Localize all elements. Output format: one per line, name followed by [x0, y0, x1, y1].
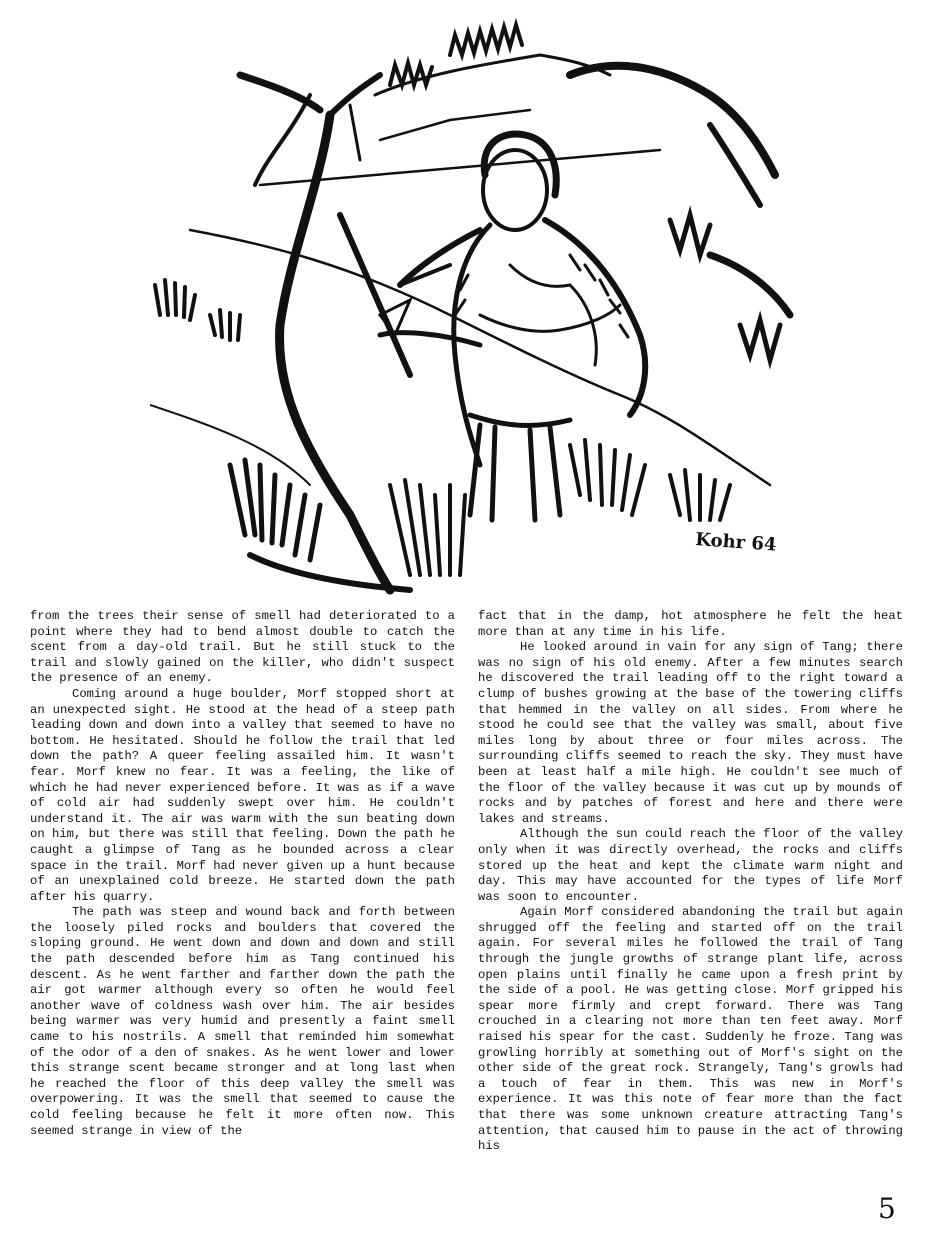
page-number: 5 [878, 1192, 896, 1225]
paragraph: Although the sun could reach the floor of the valley only when it was directly overhead, the rocks and cliffs stored up the heat and kept the climate warm night and day. This may have accounted for the types of life Morf was soon to encounter. [478, 827, 903, 904]
artist-signature: Kohr 64 [694, 529, 778, 556]
caveman-hunter-with-spear-illustration-icon [150, 15, 810, 600]
right-text-column [478, 609, 903, 1155]
paragraph: Again Morf considered abandoning the trail but again shrugged off the feeling and started off on the trail again. For several miles he followed the trail of Tang through the jungle growths of strange plant life, across open plains until finally he came upon a fresh print by the side of a pool. He was getting close. Morf gripped his spear more firmly and crept forward. There was Tang crouched in a clearing not more than ten feet away. Morf raised his spear for the cast. Suddenly he froze. Tang was growling horribly at something out of Morf's sight on the other side of the great rock. Strangely, Tang's growls had a touch of fear in them. This was new in Morf's experience. It was this note of fear more than the fact that there was some unknown creature attracting Tang's attention, that caused him to pause in the act of throwing his [478, 905, 903, 1154]
paragraph: The path was steep and wound back and forth between the loosely piled rocks and boulders that covered the sloping ground. He went down and down and down and still the path descended before him as Tang continued his descent. As he went farther and farther down the path the air got warmer although every so often he would feel another wave of coldness wash over him. The air besides being warmer was very humid and presently a faint smell came to his nostrils. A smell that reminded him somewhat of the odor of a den of snakes. As he went lower and lower this strange scent became stronger and at long last when he reached the floor of this deep valley the smell was overpowering. It was the smell that seemed to cause the cold feeling because he felt it more often now. This seemed strange in view of the [30, 905, 455, 1138]
left-text-column [30, 609, 455, 1139]
paragraph: He looked around in vain for any sign of Tang; there was no sign of his old enemy. After a few minutes search he discovered the trail leading off to the right toward a clump of bushes growing at the base of the towering cliffs that hemmed in the valley on all sides. From where he stood he could see that the valley was small, about five miles long by about three or four miles across. The surrounding cliffs seemed to reach the sky. They must have been at least half a mile high. He couldn't see much of the floor of the valley because it was cut up by mounds of rocks and by patches of forest and here and there were lakes and streams. [478, 640, 903, 826]
caveman-hunter-illustration [150, 15, 810, 600]
paragraph: Coming around a huge boulder, Morf stopped short at an unexpected sight. He stood at the head of a steep path leading down and down into a valley that seemed to have no bottom. He hesitated. Should he follow the trail that led down the path? A queer feeling assailed him. It wasn't fear. Morf knew no fear. It was a feeling, the like of which he had never experienced before. It was as if a wave of cold air had suddenly swept over him. He couldn't understand it. The air was warm with the sun beating down on him, but there was still that feeling. Down the path he caught a glimpse of Tang as he bounded across a clear space in the trail. Morf had never given up a hunt because of an unexplained cold breeze. He started down the path after his quarry. [30, 686, 455, 904]
paragraph: from the trees their sense of smell had deteriorated to a point where they had to bend almost double to catch the scent from a day-old trail. But he still stuck to the trail and slowly gained on the killer, who didn't suspect the presence of an enemy. [30, 609, 455, 686]
paragraph: fact that in the damp, hot atmosphere he felt the heat more than at any time in his life. [478, 609, 903, 639]
